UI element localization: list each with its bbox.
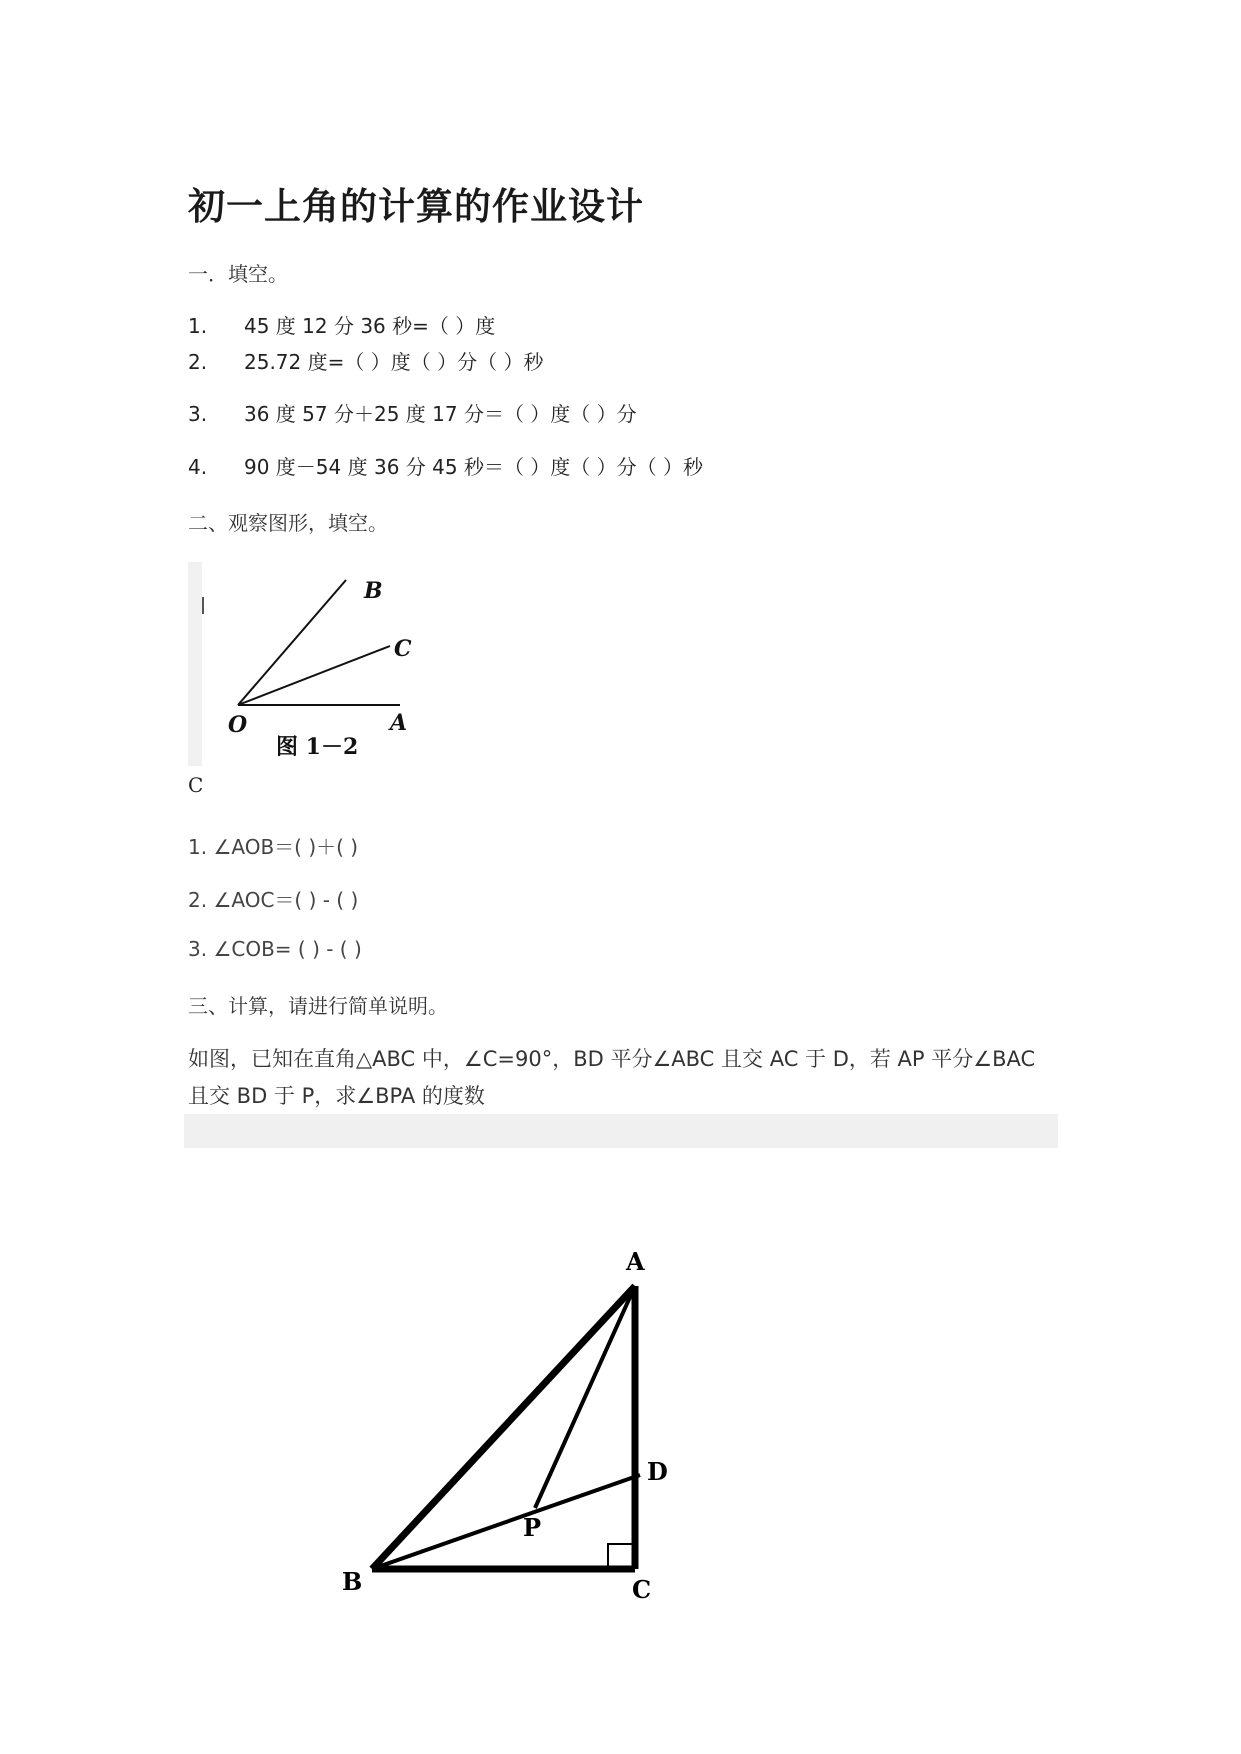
question-text: 90 度－54 度 36 分 45 秒＝（ ）度（ ）分（ ）秒 [244,455,704,479]
figure-caption: 图 1－2 [276,734,359,760]
angle-question-2: 2. ∠AOC＝( ) - ( ) [188,888,359,912]
fill-question-2 [188,346,543,375]
gray-separator [184,1114,1058,1148]
vertex-c: C [632,1575,652,1604]
fill-question-3 [188,398,637,427]
fill-question-1 [188,310,495,339]
problem-line-1: 如图，已知在直角△ABC 中，∠C=90°，BD 平分∠ABC 且交 AC 于 D，若 AP 平分∠BAC [188,1047,1036,1071]
fill-question-4 [188,451,703,480]
label-a: A [390,710,408,736]
segment-ap [535,1286,635,1508]
problem-line-2: 且交 BD 于 P，求∠BPA 的度数 [188,1084,485,1108]
question-text: 25.72 度=（ ）度（ ）分（ ）秒 [244,350,544,374]
question-number: 4. [188,455,208,479]
vertex-a: A [626,1247,645,1276]
label-c: C [394,636,412,662]
angle-question-1: 1. ∠AOB＝( )＋( ) [188,835,359,859]
section3-heading: 三、计算，请进行简单说明。 [188,994,448,1018]
side-ab [372,1286,635,1569]
question-number: 2. [188,350,208,374]
section2-heading: 二、观察图形，填空。 [188,511,388,535]
angle-question-3: 3. ∠COB= ( ) - ( ) [188,937,362,961]
stray-text: C [188,773,204,797]
angle-figure [188,562,424,762]
question-text: 45 度 12 分 36 秒=（ ）度 [244,314,496,338]
question-number: 3. [188,402,208,426]
ray-oc [238,646,390,705]
label-o: O [228,712,248,738]
section1-heading: 一．填空。 [188,262,288,286]
page-title: 初一上角的计算的作业设计 [188,185,644,228]
label-b: B [364,578,383,604]
question-text: 36 度 57 分＋25 度 17 分＝（ ）度（ ）分 [244,402,637,426]
ray-ob [238,580,346,705]
right-angle-mark [608,1544,635,1569]
triangle-figure [330,1230,710,1610]
question-number: 1. [188,314,208,338]
point-p: P [523,1513,542,1542]
point-d: D [647,1457,668,1486]
vertex-b: B [342,1567,363,1596]
